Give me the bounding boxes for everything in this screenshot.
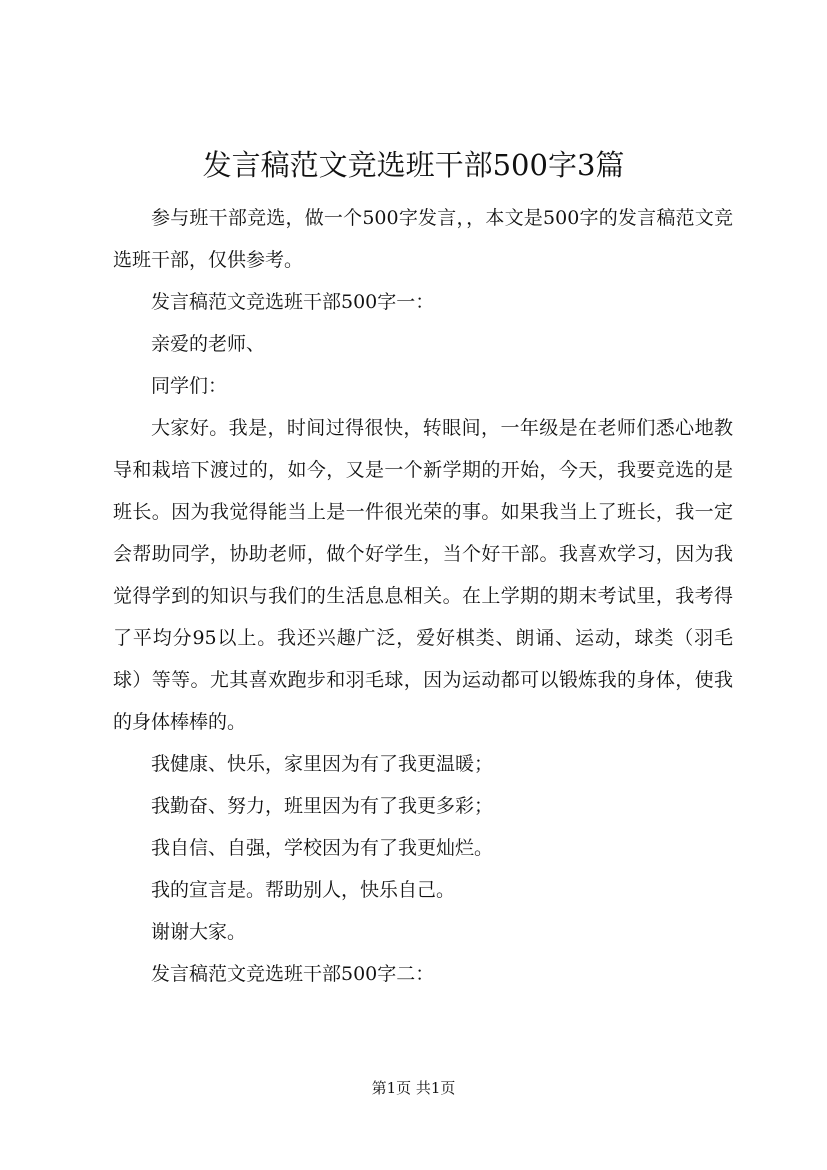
paragraph-salutation-classmates: 同学们：	[151, 375, 228, 397]
paragraph-main-speech: 大家好。我是，时间过得很快，转眼间，一年级是在老师们悉心地教导和栽培下渡过的，如今，又是一个新学期的开始，今天，我要竞选的是班长。因为我觉得能当上是一件很光荣的事。如果我当上了班长，我一定会帮助同学，协助老师，做个好学生，当个好干部。我喜欢学习，因为我觉得学到的知识与我们的生活息息相关。在上学期的期末考试里，我考得了平均分95以上。我还兴趣广泛，爱好棋类、朗诵、运动，球类（羽毛球）等等。尤其喜欢跑步和羽毛球，因为运动都可以锻炼我的身体，使我的身体棒棒的。	[113, 417, 733, 733]
page-footer: 第1页 共1页	[371, 1079, 456, 1097]
document-title: 发言稿范文竞选班干部500字3篇	[202, 148, 625, 182]
paragraph-heading-one: 发言稿范文竞选班干部500字一：	[151, 291, 435, 313]
paragraph-intro: 参与班干部竞选，做一个500字发言，，本文是500字的发言稿范文竞选班干部，仅供参考。	[113, 207, 733, 271]
paragraph-salutation-teachers: 亲爱的老师、	[151, 333, 266, 355]
document-body	[113, 197, 733, 995]
paragraph-line-home: 我健康、快乐，家里因为有了我更温暖；	[151, 753, 494, 775]
paragraph-line-school: 我自信、自强，学校因为有了我更灿烂。	[151, 837, 494, 859]
paragraph-line-class: 我勤奋、努力，班里因为有了我更多彩；	[151, 795, 494, 817]
paragraph-heading-two: 发言稿范文竞选班干部500字二：	[151, 963, 435, 985]
paragraph-thanks: 谢谢大家。	[151, 921, 247, 943]
paragraph-declaration: 我的宣言是。帮助别人，快乐自己。	[151, 879, 456, 901]
